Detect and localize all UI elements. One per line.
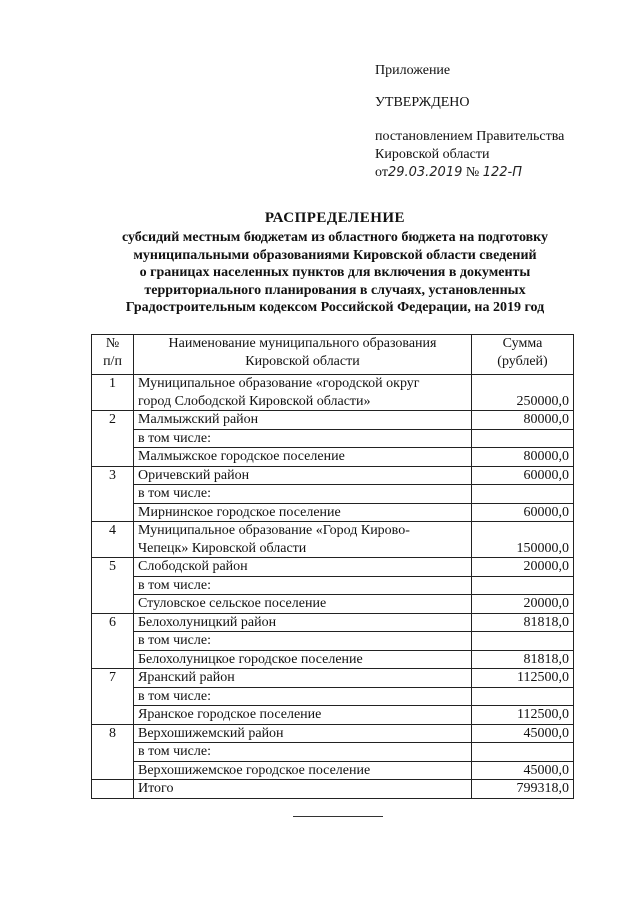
header-sum: Сумма (рублей) bbox=[472, 335, 574, 375]
table-row bbox=[92, 540, 574, 558]
row-number bbox=[92, 485, 134, 504]
row-name: в том числе: bbox=[134, 743, 472, 762]
row-sum: 81818,0 bbox=[472, 613, 574, 632]
row-number bbox=[92, 448, 134, 467]
decree-line-1: постановлением Правительства bbox=[375, 129, 565, 144]
decree-line-2: Кировской области bbox=[375, 147, 490, 162]
row-number: 6 bbox=[92, 613, 134, 632]
row-name: Муниципальное образование «Город Кирово- bbox=[134, 522, 472, 540]
row-sum: 60000,0 bbox=[472, 503, 574, 522]
subtitle-line-1: субсидий местным бюджетам из областного бюджета на подготовку bbox=[121, 230, 549, 245]
table-header-row bbox=[92, 335, 574, 375]
row-name: в том числе: bbox=[134, 632, 472, 651]
row-number: 2 bbox=[92, 411, 134, 430]
table-row bbox=[92, 503, 574, 522]
row-sum: 20000,0 bbox=[472, 558, 574, 577]
row-sum: 60000,0 bbox=[472, 466, 574, 485]
row-name: город Слободской Кировской области» bbox=[134, 393, 472, 411]
table-row bbox=[92, 429, 574, 448]
row-sum: 45000,0 bbox=[472, 724, 574, 743]
table-row bbox=[92, 687, 574, 706]
row-number bbox=[92, 393, 134, 411]
header-num: № п/п bbox=[92, 335, 134, 375]
row-sum: 112500,0 bbox=[472, 669, 574, 688]
row-sum: 80000,0 bbox=[472, 411, 574, 430]
header-name: Наименование муниципального образования Кировской области bbox=[134, 335, 472, 375]
row-sum bbox=[472, 632, 574, 651]
subtitle-line-3: о границах населенных пунктов для включения в документы bbox=[139, 265, 531, 280]
total-sum: 799318,0 bbox=[472, 780, 574, 799]
row-number bbox=[92, 429, 134, 448]
row-sum: 20000,0 bbox=[472, 595, 574, 614]
row-name: Стуловское сельское поселение bbox=[134, 595, 472, 614]
signature-line bbox=[293, 816, 383, 817]
row-sum: 45000,0 bbox=[472, 761, 574, 780]
row-sum: 150000,0 bbox=[472, 540, 574, 558]
row-sum bbox=[472, 485, 574, 504]
table-row bbox=[92, 393, 574, 411]
row-name: Белохолуницкий район bbox=[134, 613, 472, 632]
row-sum bbox=[472, 429, 574, 448]
row-sum bbox=[472, 576, 574, 595]
row-name: Мирнинское городское поселение bbox=[134, 503, 472, 522]
row-number bbox=[92, 540, 134, 558]
handwritten-number: 122-П bbox=[482, 165, 523, 180]
appendix-label: Приложение bbox=[375, 63, 451, 78]
row-number bbox=[92, 743, 134, 762]
row-name: Малмыжское городское поселение bbox=[134, 448, 472, 467]
row-sum bbox=[472, 687, 574, 706]
subtitle-line-5: Градостроительным кодексом Российской Федерации, на 2019 год bbox=[125, 300, 545, 315]
row-sum bbox=[472, 743, 574, 762]
total-num-cell bbox=[92, 780, 134, 799]
approved-label: УТВЕРЖДЕНО bbox=[375, 95, 470, 110]
number-prefix: № bbox=[465, 165, 480, 180]
table-row bbox=[92, 743, 574, 762]
table-row bbox=[92, 448, 574, 467]
table-row bbox=[92, 669, 574, 688]
row-name: в том числе: bbox=[134, 687, 472, 706]
row-name: в том числе: bbox=[134, 429, 472, 448]
row-number bbox=[92, 632, 134, 651]
table-row bbox=[92, 411, 574, 430]
table-row bbox=[92, 706, 574, 725]
subtitle-line-4: территориального планирования в случаях, установленных bbox=[144, 282, 526, 298]
row-sum: 81818,0 bbox=[472, 650, 574, 669]
row-sum bbox=[472, 375, 574, 393]
total-label: Итого bbox=[134, 780, 472, 799]
row-number: 4 bbox=[92, 522, 134, 540]
subsidy-table bbox=[91, 334, 574, 799]
table-row bbox=[92, 576, 574, 595]
table-row bbox=[92, 522, 574, 540]
row-number bbox=[92, 687, 134, 706]
row-number: 5 bbox=[92, 558, 134, 577]
total-row bbox=[92, 780, 574, 799]
row-sum bbox=[472, 522, 574, 540]
table-row bbox=[92, 650, 574, 669]
row-number bbox=[92, 650, 134, 669]
row-name: Верхошижемское городское поселение bbox=[134, 761, 472, 780]
row-sum: 80000,0 bbox=[472, 448, 574, 467]
row-number bbox=[92, 595, 134, 614]
row-name: Яранский район bbox=[134, 669, 472, 688]
row-name: Яранское городское поселение bbox=[134, 706, 472, 725]
table-row bbox=[92, 485, 574, 504]
row-number bbox=[92, 503, 134, 522]
row-name: в том числе: bbox=[134, 485, 472, 504]
decree-date-number bbox=[375, 164, 522, 182]
row-number bbox=[92, 576, 134, 595]
handwritten-date: 29.03.2019 bbox=[387, 165, 463, 180]
row-name: Белохолуницкое городское поселение bbox=[134, 650, 472, 669]
row-sum: 112500,0 bbox=[472, 706, 574, 725]
table-row bbox=[92, 558, 574, 577]
table-row bbox=[92, 613, 574, 632]
row-name: Слободской район bbox=[134, 558, 472, 577]
table-row bbox=[92, 724, 574, 743]
table-row bbox=[92, 632, 574, 651]
row-name: в том числе: bbox=[134, 576, 472, 595]
subtitle-line-2: муниципальными образованиями Кировской области сведений bbox=[133, 247, 537, 263]
row-sum: 250000,0 bbox=[472, 393, 574, 411]
row-name: Оричевский район bbox=[134, 466, 472, 485]
table-row bbox=[92, 761, 574, 780]
row-number: 1 bbox=[92, 375, 134, 393]
row-number: 8 bbox=[92, 724, 134, 743]
date-prefix: от bbox=[375, 165, 388, 180]
row-name: Малмыжский район bbox=[134, 411, 472, 430]
row-name: Чепецк» Кировской области bbox=[134, 540, 472, 558]
table-row bbox=[92, 375, 574, 393]
document-heading: РАСПРЕДЕЛЕНИЕ bbox=[264, 210, 406, 226]
row-number: 3 bbox=[92, 466, 134, 485]
document-subtitle bbox=[60, 229, 610, 317]
table-row bbox=[92, 595, 574, 614]
row-number bbox=[92, 706, 134, 725]
row-name: Муниципальное образование «городской округ bbox=[134, 375, 472, 393]
row-name: Верхошижемский район bbox=[134, 724, 472, 743]
row-number bbox=[92, 761, 134, 780]
row-number: 7 bbox=[92, 669, 134, 688]
table-row bbox=[92, 466, 574, 485]
